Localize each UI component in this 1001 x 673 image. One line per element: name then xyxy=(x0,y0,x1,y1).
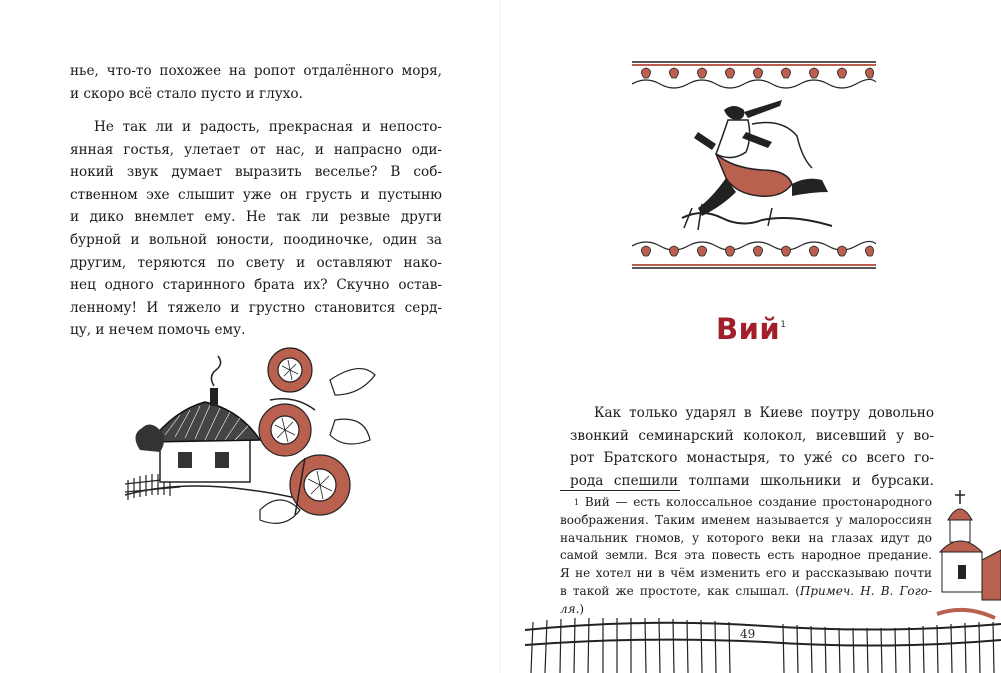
title-footnote-marker: 1 xyxy=(780,320,787,330)
footnote-line xyxy=(560,583,932,601)
text-line: рот Братского монастыря, то уже́ со всего го- xyxy=(570,450,934,467)
text-line: Не так ли и радость, прекрасная и непосто- xyxy=(94,119,442,135)
footnote-number: 1 xyxy=(574,498,580,507)
left-page xyxy=(0,0,500,673)
footnote-line: самой земли. Вся эта повесть есть народное предание. xyxy=(560,548,932,563)
text-line: Как только ударял в Киеве поутру довольно xyxy=(594,405,934,421)
house-sunflowers-illustration xyxy=(120,340,385,540)
footnote-attribution: Примеч. Н. В. Гого- xyxy=(799,583,932,598)
text-line: янная гостья, улетает от нас, и напрасно оди- xyxy=(70,141,442,158)
text-line: бурной и вольной юности, поодиночке, один за xyxy=(70,231,442,248)
footnote-line: воображения. Таким именем называется у малороссиян xyxy=(560,512,932,527)
text-line: рода спешили толпами школьники и бурсаки. xyxy=(570,472,934,489)
text-line: и дико внемлет ему. Не так ли резвые други xyxy=(70,209,442,226)
text-line: другим, теряются по свету и оставляют нако- xyxy=(70,254,442,271)
footnote-text: Вий — есть колоссальное создание простонародного xyxy=(584,495,932,509)
text-line: нокий звук думает выразить веселье? В соб- xyxy=(70,164,442,181)
footnote-line: начальник гномов, у которого веки на глазах идут до xyxy=(560,530,932,545)
page-number: 49 xyxy=(740,627,756,641)
right-body-paragraph xyxy=(570,402,934,492)
footnote-line xyxy=(560,494,932,512)
chapter-title-text: Вий xyxy=(716,312,781,346)
footnote-rule xyxy=(560,490,680,491)
right-page xyxy=(500,0,1001,673)
text-line: цу, и нечем помочь ему. xyxy=(70,322,246,339)
footnote-closing: .) xyxy=(575,601,585,616)
text-line: звонкий семинарский колокол, висевший у во- xyxy=(570,427,934,444)
text-line: ленному! И тяжело и грустно становится серд- xyxy=(70,299,442,316)
footnote-line: Я не хотел ни в чём изменить его и рассказываю почти xyxy=(560,566,932,581)
church-illustration xyxy=(930,490,1001,620)
footnote-attribution-continued: ля xyxy=(560,601,576,616)
text-line: и скоро всё стало пусто и глухо. xyxy=(70,85,303,102)
footnote-text: в такой же простоте, как слышал. ( xyxy=(560,583,800,598)
text-line: ственном эхе слышит уже он грусть и пустыню xyxy=(70,186,442,203)
chapter-title xyxy=(716,312,786,346)
left-paragraph-2 xyxy=(70,116,442,342)
text-line: нье, что-то похожее на ропот отдалённого моря, xyxy=(70,63,442,79)
text-line: нец одного старинного брата их? Скучно остав- xyxy=(70,277,442,294)
left-paragraph-1 xyxy=(70,60,442,105)
running-figure-illustration xyxy=(632,58,876,272)
